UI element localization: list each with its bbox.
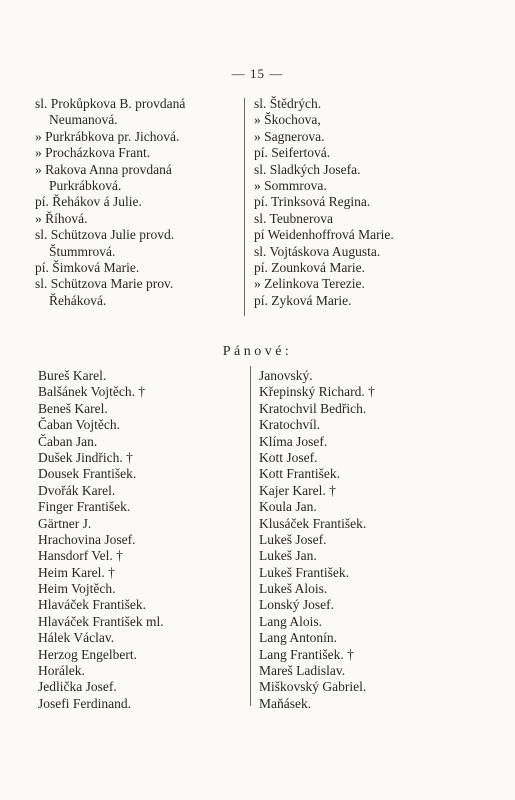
list-entry: Beneš Karel. xyxy=(38,400,108,416)
list-entry: Josefi Ferdinand. xyxy=(38,695,131,711)
list-entry: Hansdorf Vel. † xyxy=(38,548,123,564)
list-entry: » Škochova, xyxy=(254,112,321,128)
list-entry: sl. Schützova Julie provd. xyxy=(35,227,175,243)
list-entry: pí. Trinksová Regina. xyxy=(254,194,371,210)
list-entry: sl. Sladkých Josefa. xyxy=(254,161,361,177)
list-entry: Hlaváček František. xyxy=(38,597,146,613)
list-entry: Maňásek. xyxy=(259,695,312,711)
list-entry: Dousek František. xyxy=(38,466,137,482)
list-entry: Koula Jan. xyxy=(259,499,317,515)
list-entry: Kott František. xyxy=(259,466,340,482)
list-entry: Lukeš Josef. xyxy=(259,531,327,547)
list-entry: Klusáček František. xyxy=(259,515,367,531)
list-entry: Řeháková. xyxy=(49,292,107,308)
list-entry: Hrachovina Josef. xyxy=(38,531,136,547)
list-entry: Purkrábková. xyxy=(49,177,122,193)
list-entry: Čaban Jan. xyxy=(38,433,98,449)
list-entry: Čaban Vojtěch. xyxy=(38,417,120,433)
list-entry: Lukeš Alois. xyxy=(259,581,328,597)
list-entry: Lonský Josef. xyxy=(259,597,334,613)
list-entry: Kratochvil Bedřich. xyxy=(259,400,367,416)
list-entry: pí. Šimková Marie. xyxy=(35,259,140,275)
list-entry: Jedlička Josef. xyxy=(38,679,117,695)
column-divider-top xyxy=(244,98,245,316)
list-entry: Kajer Karel. † xyxy=(259,482,336,498)
list-entry: » Zelinkova Terezie. xyxy=(254,276,365,292)
ladies-list-right-column xyxy=(254,96,484,309)
list-entry: Hlaváček František ml. xyxy=(38,613,164,629)
list-entry: pí. Zounková Marie. xyxy=(254,259,365,275)
list-entry: Štummrová. xyxy=(49,243,116,259)
list-entry: Dvořák Karel. xyxy=(38,482,116,498)
list-entry: sl. Vojtáskova Augusta. xyxy=(254,243,381,259)
list-entry: sl. Prokůpkova B. provdaná xyxy=(35,96,186,111)
list-entry: Bureš Karel. xyxy=(38,368,107,383)
gentlemen-list-right-column xyxy=(259,368,479,712)
list-entry: Mareš Ladislav. xyxy=(259,663,346,679)
list-entry: Křepinský Richard. † xyxy=(259,384,375,400)
list-entry: Lang Alois. xyxy=(259,613,322,629)
column-divider-bottom xyxy=(250,366,251,706)
list-entry: Horálek. xyxy=(38,663,85,679)
list-entry: » Procházkova Frant. xyxy=(35,145,151,161)
list-entry: sl. Schützova Marie prov. xyxy=(35,276,174,292)
list-entry: Heim Vojtěch. xyxy=(38,581,116,597)
list-entry: Janovský. xyxy=(259,368,313,383)
list-entry: Hálek Václav. xyxy=(38,630,115,646)
list-entry: Lukeš František. xyxy=(259,564,349,580)
page-number: — 15 — xyxy=(231,66,284,81)
list-entry: sl. Štědrých. xyxy=(254,96,322,111)
list-entry: Lang František. † xyxy=(259,646,354,662)
list-entry: Lukeš Jan. xyxy=(259,548,317,564)
list-entry: Heim Karel. † xyxy=(38,564,115,580)
gentlemen-list-left-column xyxy=(38,368,238,712)
list-entry: » Rakova Anna provdaná xyxy=(35,161,172,177)
list-entry: pí Weidenhoffrová Marie. xyxy=(254,227,394,243)
list-entry: Kratochvíl. xyxy=(259,417,321,433)
list-entry: » Purkrábkova pr. Jichová. xyxy=(35,128,180,144)
list-entry: » Sommrova. xyxy=(254,177,327,193)
section-heading-gentlemen: Pánové: xyxy=(222,344,293,359)
list-entry: pí. Řehákov á Julie. xyxy=(35,194,142,210)
list-entry: Lang Antonín. xyxy=(259,630,337,646)
list-entry: » Říhová. xyxy=(35,210,88,226)
list-entry: Klíma Josef. xyxy=(259,433,328,449)
list-entry: Kott Josef. xyxy=(259,449,318,465)
list-entry: sl. Teubnerova xyxy=(254,210,334,226)
list-entry: pí. Seifertová. xyxy=(254,145,331,161)
list-entry: Dušek Jindřich. † xyxy=(38,449,133,465)
list-entry: pí. Zyková Marie. xyxy=(254,292,352,308)
list-entry: Miškovský Gabriel. xyxy=(259,679,367,695)
list-entry: Neumanová. xyxy=(49,112,118,128)
list-entry: » Sagnerova. xyxy=(254,128,325,144)
list-entry: Finger František. xyxy=(38,499,131,515)
list-entry: Gärtner J. xyxy=(38,515,92,531)
list-entry: Herzog Engelbert. xyxy=(38,646,137,662)
list-entry: Balšánek Vojtěch. † xyxy=(38,384,146,400)
ladies-list-left-column xyxy=(35,96,240,309)
